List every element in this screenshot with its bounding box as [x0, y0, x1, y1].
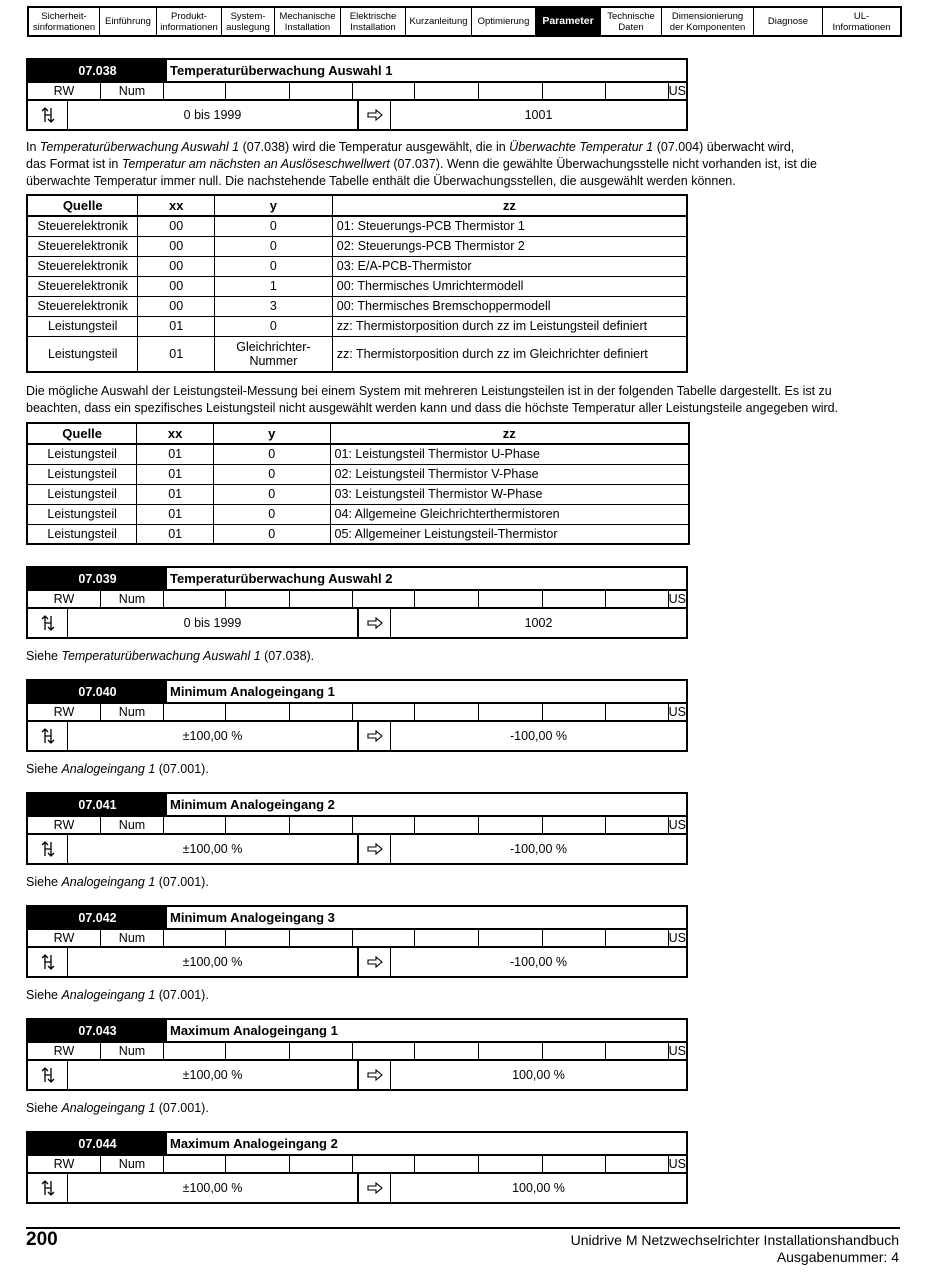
- column-header: Quelle: [27, 195, 138, 216]
- attribute-cell: [479, 704, 543, 720]
- table-cell: 00: Thermisches Umrichtermodell: [332, 276, 687, 296]
- attribute-cell: Num: [101, 1043, 164, 1059]
- attribute-cell: US: [668, 705, 686, 719]
- attribute-cell: US: [668, 1044, 686, 1058]
- nav-tab[interactable]: Technische Daten: [601, 8, 662, 35]
- param-ref: Temperatur am nächsten an Auslöseschwellwert: [121, 157, 390, 171]
- table-row: [27, 216, 687, 236]
- param-ref: Analogeingang 1: [61, 988, 156, 1002]
- table-row: [27, 296, 687, 316]
- attribute-cell: Num: [101, 930, 164, 946]
- parameter-number: 07.042: [28, 907, 167, 928]
- nav-tab[interactable]: Sicherheit- sinformationen: [29, 8, 100, 35]
- bidirectional-icon: [28, 609, 68, 637]
- page-number: 200: [26, 1229, 58, 1250]
- parameter-range-row: [28, 948, 686, 976]
- default-arrow-icon: [359, 1061, 391, 1089]
- text: (07.004) überwacht wird,: [653, 140, 795, 154]
- parameter-header: [28, 681, 686, 704]
- parameter-number: 07.044: [28, 1133, 167, 1154]
- footer-rule: [26, 1227, 900, 1229]
- attribute-cell: RW: [28, 930, 101, 946]
- default-arrow-icon: [359, 101, 391, 129]
- parameter-header: [28, 60, 686, 83]
- attribute-cell: [606, 817, 668, 833]
- attribute-cell: [606, 1156, 668, 1172]
- bidirectional-icon: [28, 101, 68, 129]
- parameter-block: [26, 905, 688, 978]
- parameter-range: 0 bis 1999: [68, 101, 359, 129]
- param-ref: Überwachte Temperatur 1: [509, 140, 654, 154]
- parameter-number: 07.041: [28, 794, 167, 815]
- parameter-attributes: [28, 817, 686, 835]
- attribute-cell: [415, 83, 479, 99]
- column-header: zz: [330, 423, 689, 444]
- parameter-block: [26, 566, 688, 639]
- nav-tab[interactable]: Dimensionierung der Komponenten: [662, 8, 754, 35]
- attribute-cell: [290, 83, 353, 99]
- attribute-cell: [415, 817, 479, 833]
- nav-tab[interactable]: Mechanische Installation: [275, 8, 341, 35]
- table-cell: 02: Steuerungs-PCB Thermistor 2: [332, 236, 687, 256]
- column-header: xx: [137, 423, 214, 444]
- monitoring-sources-table: [26, 194, 688, 373]
- parameter-range: ±100,00 %: [68, 1174, 359, 1202]
- table-row: [27, 524, 689, 544]
- bidirectional-icon: [28, 1061, 68, 1089]
- parameter-attributes: [28, 1156, 686, 1174]
- table-cell: Leistungsteil: [27, 484, 137, 504]
- parameter-title: Minimum Analogeingang 3: [170, 910, 335, 925]
- bidirectional-icon: [28, 722, 68, 750]
- table-row: [27, 336, 687, 372]
- table-cell: 04: Allgemeine Gleichrichterthermistoren: [330, 504, 689, 524]
- parameter-header: [28, 1133, 686, 1156]
- table-cell: 0: [214, 484, 330, 504]
- see-reference: [26, 987, 916, 1004]
- parameter-default: -100,00 %: [510, 729, 567, 743]
- attribute-cell: RW: [28, 83, 101, 99]
- attribute-cell: [353, 83, 415, 99]
- parameter-default: 1002: [524, 616, 553, 630]
- parameter-header: [28, 1020, 686, 1043]
- attribute-cell: [353, 930, 415, 946]
- see-reference: [26, 874, 916, 891]
- parameter-range-row: [28, 101, 686, 129]
- manual-title: Unidrive M Netzwechselrichter Installationshandbuch: [570, 1232, 899, 1248]
- table-cell: 0: [214, 444, 330, 464]
- attribute-cell: RW: [28, 1043, 101, 1059]
- attribute-cell: [606, 591, 668, 607]
- power-stage-table: [26, 422, 690, 545]
- parameter-range: ±100,00 %: [68, 835, 359, 863]
- attribute-cell: Num: [101, 83, 164, 99]
- attribute-cell: [353, 1156, 415, 1172]
- bidirectional-icon: [28, 835, 68, 863]
- parameter-range: ±100,00 %: [68, 948, 359, 976]
- parameter-range-row: [28, 609, 686, 637]
- attribute-cell: [543, 1043, 606, 1059]
- table-cell: Leistungsteil: [27, 524, 137, 544]
- parameter-attributes: [28, 1043, 686, 1061]
- text: In: [26, 140, 40, 154]
- attribute-cell: [226, 704, 289, 720]
- attribute-cell: US: [668, 592, 686, 606]
- table-cell: 3: [215, 296, 333, 316]
- table-cell: 0: [214, 504, 330, 524]
- nav-tab[interactable]: Diagnose: [754, 8, 823, 35]
- text: Die mögliche Auswahl der Leistungsteil-Messung bei einem System mit mehreren Leistungsteilen ist in der folgenden Tabelle dargestellt. Es ist zu: [26, 384, 832, 398]
- parameter-block: [26, 1131, 688, 1204]
- parameter-default: -100,00 %: [510, 955, 567, 969]
- table-cell: Leistungsteil: [27, 464, 137, 484]
- attribute-cell: [415, 1156, 479, 1172]
- table-cell: Gleichrichter- Nummer: [215, 336, 333, 372]
- table-row: [27, 316, 687, 336]
- table-cell: 0: [215, 216, 333, 236]
- table-cell: Steuerelektronik: [27, 296, 138, 316]
- attribute-cell: [226, 1156, 289, 1172]
- attribute-cell: [353, 704, 415, 720]
- footer-info: [571, 1232, 899, 1266]
- attribute-cell: [226, 817, 289, 833]
- default-arrow-icon: [359, 835, 391, 863]
- text: (07.001).: [155, 1101, 209, 1115]
- default-arrow-icon: [359, 948, 391, 976]
- table-cell: 03: Leistungsteil Thermistor W-Phase: [330, 484, 689, 504]
- attribute-cell: [415, 591, 479, 607]
- table-cell: 0: [214, 524, 330, 544]
- table-cell: Leistungsteil: [27, 316, 138, 336]
- text: Siehe: [26, 649, 62, 663]
- column-header: xx: [138, 195, 215, 216]
- parameter-range: 0 bis 1999: [68, 609, 359, 637]
- attribute-cell: [226, 83, 289, 99]
- table-cell: Steuerelektronik: [27, 256, 138, 276]
- parameter-title: Maximum Analogeingang 1: [170, 1023, 338, 1038]
- attribute-cell: [226, 930, 289, 946]
- attribute-cell: [479, 591, 543, 607]
- param-ref: Analogeingang 1: [61, 1101, 156, 1115]
- table-cell: 00: [138, 236, 215, 256]
- attribute-cell: RW: [28, 1156, 101, 1172]
- parameter-block: [26, 58, 688, 131]
- table-cell: 01: Leistungsteil Thermistor U-Phase: [330, 444, 689, 464]
- table-row: [27, 256, 687, 276]
- attribute-cell: US: [668, 931, 686, 945]
- parameter-header: [28, 568, 686, 591]
- table-cell: 01: [138, 336, 215, 372]
- issue-number: Ausgabenummer: 4: [776, 1249, 899, 1265]
- nav-tab[interactable]: UL- Informationen: [832, 10, 891, 33]
- table-cell: Leistungsteil: [27, 504, 137, 524]
- attribute-cell: [543, 704, 606, 720]
- attribute-cell: [164, 930, 226, 946]
- attribute-cell: RW: [28, 591, 101, 607]
- parameter-default: 100,00 %: [512, 1181, 565, 1195]
- attribute-cell: [606, 83, 668, 99]
- parameter-number: 07.038: [28, 60, 167, 81]
- param-ref: Analogeingang 1: [61, 762, 156, 776]
- parameter-attributes: [28, 83, 686, 101]
- parameter-default: -100,00 %: [510, 842, 567, 856]
- parameter-title: Temperaturüberwachung Auswahl 2: [170, 571, 393, 586]
- attribute-cell: [606, 930, 668, 946]
- parameter-range: ±100,00 %: [68, 722, 359, 750]
- table-cell: Steuerelektronik: [27, 276, 138, 296]
- parameter-block: [26, 792, 688, 865]
- see-reference: [26, 648, 916, 665]
- attribute-cell: [164, 1156, 226, 1172]
- table-header-row: [27, 195, 687, 216]
- table-cell: 0: [215, 236, 333, 256]
- attribute-cell: Num: [101, 1156, 164, 1172]
- text: (07.037). Wenn die gewählte Überwachungsstelle nicht vorhanden ist, ist die: [389, 157, 817, 171]
- attribute-cell: [479, 930, 543, 946]
- table-cell: Leistungsteil: [27, 444, 137, 464]
- attribute-cell: [415, 704, 479, 720]
- attribute-cell: US: [668, 84, 686, 98]
- parameter-default: 100,00 %: [512, 1068, 565, 1082]
- table-cell: 00: Thermisches Bremschoppermodell: [332, 296, 687, 316]
- attribute-cell: [543, 930, 606, 946]
- text: (07.001).: [155, 762, 209, 776]
- description-paragraph-2: [26, 383, 916, 417]
- attribute-cell: [479, 83, 543, 99]
- column-header: Quelle: [27, 423, 137, 444]
- text: (07.038) wird die Temperatur ausgewählt, die in: [239, 140, 510, 154]
- attribute-cell: [479, 817, 543, 833]
- parameter-title: Minimum Analogeingang 2: [170, 797, 335, 812]
- attribute-cell: [226, 1043, 289, 1059]
- attribute-cell: [353, 591, 415, 607]
- nav-tab[interactable]: Elektrische Installation: [341, 8, 406, 35]
- attribute-cell: RW: [28, 704, 101, 720]
- chapter-nav: [27, 6, 902, 37]
- attribute-cell: [226, 591, 289, 607]
- table-cell: 03: E/A-PCB-Thermistor: [332, 256, 687, 276]
- text: beachten, dass ein spezifisches Leistungsteil nicht ausgewählt werden kann und dass die höchste Temperatur aller Leistungsteile angegeben wird.: [26, 401, 839, 415]
- parameter-attributes: [28, 704, 686, 722]
- table-cell: 01: Steuerungs-PCB Thermistor 1: [332, 216, 687, 236]
- table-cell: 02: Leistungsteil Thermistor V-Phase: [330, 464, 689, 484]
- description-paragraph-1: [26, 139, 916, 190]
- parameter-number: 07.040: [28, 681, 167, 702]
- column-header: y: [215, 195, 333, 216]
- parameter-block: [26, 1018, 688, 1091]
- nav-tab[interactable]: System- auslegung: [222, 8, 275, 35]
- attribute-cell: [543, 817, 606, 833]
- attribute-cell: [164, 817, 226, 833]
- attribute-cell: [290, 1156, 353, 1172]
- table-cell: 0: [214, 464, 330, 484]
- text: überwachte Temperatur immer null. Die nachstehende Tabelle enthält die Überwachungsstellen, die ausgewählt werden können.: [26, 174, 736, 188]
- text: Siehe: [26, 875, 62, 889]
- table-row: [27, 484, 689, 504]
- parameter-title: Maximum Analogeingang 2: [170, 1136, 338, 1151]
- attribute-cell: [164, 1043, 226, 1059]
- parameter-block: [26, 679, 688, 752]
- parameter-range-row: [28, 722, 686, 750]
- default-arrow-icon: [359, 722, 391, 750]
- parameter-default: 1001: [524, 108, 553, 122]
- text: (07.001).: [155, 988, 209, 1002]
- attribute-cell: [290, 1043, 353, 1059]
- attribute-cell: [479, 1156, 543, 1172]
- text: das Format ist in: [26, 157, 122, 171]
- parameter-range-row: [28, 1174, 686, 1202]
- default-arrow-icon: [359, 609, 391, 637]
- attribute-cell: [415, 930, 479, 946]
- table-row: [27, 236, 687, 256]
- attribute-cell: [543, 83, 606, 99]
- table-cell: Leistungsteil: [27, 336, 138, 372]
- table-row: [27, 444, 689, 464]
- text: (07.001).: [155, 875, 209, 889]
- attribute-cell: [606, 704, 668, 720]
- nav-tab[interactable]: Optimierung: [472, 8, 536, 35]
- nav-tab[interactable]: Kurzanleitung: [406, 8, 472, 35]
- attribute-cell: [290, 704, 353, 720]
- bidirectional-icon: [28, 948, 68, 976]
- see-reference: [26, 1100, 916, 1117]
- default-arrow-icon: [359, 1174, 391, 1202]
- attribute-cell: [164, 704, 226, 720]
- attribute-cell: Num: [101, 591, 164, 607]
- nav-tab[interactable]: Produkt- informationen: [157, 8, 222, 35]
- text: Siehe: [26, 762, 62, 776]
- table-cell: 01: [138, 316, 215, 336]
- parameter-range-row: [28, 835, 686, 863]
- table-cell: 01: [137, 484, 214, 504]
- parameter-number: 07.043: [28, 1020, 167, 1041]
- table-cell: 01: [137, 464, 214, 484]
- table-cell: Steuerelektronik: [27, 236, 138, 256]
- attribute-cell: US: [668, 1157, 686, 1171]
- parameter-attributes: [28, 591, 686, 609]
- attribute-cell: [606, 1043, 668, 1059]
- attribute-cell: [479, 1043, 543, 1059]
- attribute-cell: [543, 1156, 606, 1172]
- attribute-cell: [290, 817, 353, 833]
- parameter-range-row: [28, 1061, 686, 1089]
- table-cell: 01: [137, 524, 214, 544]
- table-row: [27, 276, 687, 296]
- param-ref: Analogeingang 1: [61, 875, 156, 889]
- attribute-cell: [164, 83, 226, 99]
- parameter-range: ±100,00 %: [68, 1061, 359, 1089]
- attribute-cell: [290, 591, 353, 607]
- parameter-header: [28, 907, 686, 930]
- param-ref: Temperaturüberwachung Auswahl 1: [61, 649, 261, 663]
- attribute-cell: Num: [101, 817, 164, 833]
- table-cell: 0: [215, 316, 333, 336]
- parameter-title: Minimum Analogeingang 1: [170, 684, 335, 699]
- nav-tab[interactable]: Parameter: [536, 8, 601, 35]
- attribute-cell: [543, 591, 606, 607]
- table-cell: 01: [137, 444, 214, 464]
- table-cell: zz: Thermistorposition durch zz im Leistungsteil definiert: [332, 316, 687, 336]
- table-row: [27, 504, 689, 524]
- parameter-title: Temperaturüberwachung Auswahl 1: [170, 63, 393, 78]
- parameter-number: 07.039: [28, 568, 167, 589]
- attribute-cell: US: [668, 818, 686, 832]
- table-row: [27, 464, 689, 484]
- parameter-attributes: [28, 930, 686, 948]
- see-reference: [26, 761, 916, 778]
- bidirectional-icon: [28, 1174, 68, 1202]
- text: Siehe: [26, 1101, 62, 1115]
- nav-tab[interactable]: Einführung: [100, 8, 157, 35]
- table-header-row: [27, 423, 689, 444]
- column-header: y: [214, 423, 330, 444]
- table-cell: 00: [138, 296, 215, 316]
- table-cell: Steuerelektronik: [27, 216, 138, 236]
- attribute-cell: [353, 1043, 415, 1059]
- table-cell: 00: [138, 216, 215, 236]
- parameter-header: [28, 794, 686, 817]
- table-cell: 00: [138, 276, 215, 296]
- text: (07.038).: [260, 649, 315, 663]
- table-cell: 0: [215, 256, 333, 276]
- table-cell: 01: [137, 504, 214, 524]
- attribute-cell: [415, 1043, 479, 1059]
- text: Siehe: [26, 988, 62, 1002]
- attribute-cell: Num: [101, 704, 164, 720]
- table-cell: 1: [215, 276, 333, 296]
- column-header: zz: [332, 195, 687, 216]
- table-cell: zz: Thermistorposition durch zz im Gleichrichter definiert: [332, 336, 687, 372]
- table-cell: 05: Allgemeiner Leistungsteil-Thermistor: [330, 524, 689, 544]
- attribute-cell: [353, 817, 415, 833]
- attribute-cell: [164, 591, 226, 607]
- param-ref: Temperaturüberwachung Auswahl 1: [39, 140, 240, 154]
- table-cell: 00: [138, 256, 215, 276]
- attribute-cell: RW: [28, 817, 101, 833]
- attribute-cell: [290, 930, 353, 946]
